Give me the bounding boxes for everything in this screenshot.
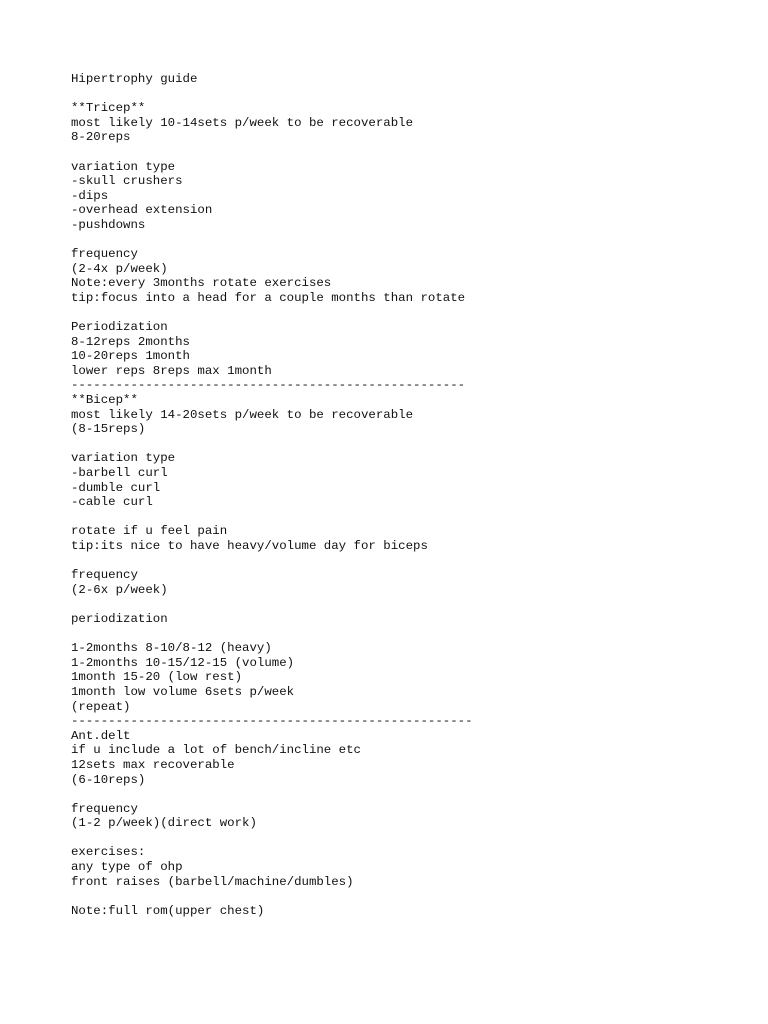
text-line: -barbell curl bbox=[71, 466, 168, 481]
text-line: variation type bbox=[71, 451, 176, 466]
text-line: 10-20reps 1month bbox=[71, 349, 190, 364]
text-line: 1month low volume 6sets p/week bbox=[71, 684, 295, 699]
text-line bbox=[71, 787, 731, 802]
text-line bbox=[71, 437, 731, 452]
text-line: 1-2months 8-10/8-12 (heavy) bbox=[71, 641, 272, 656]
text-line: 12sets max recoverable bbox=[71, 757, 235, 772]
text-line: -dumble curl bbox=[71, 480, 161, 495]
text-line: ------------------------------------------------------ bbox=[71, 714, 473, 729]
text-line: -cable curl bbox=[71, 495, 153, 510]
text-line: 8-20reps bbox=[71, 130, 131, 145]
text-line: any type of ohp bbox=[71, 860, 183, 875]
text-line: 8-12reps 2months bbox=[71, 334, 190, 349]
text-line: rotate if u feel pain bbox=[71, 524, 228, 539]
text-line bbox=[71, 597, 731, 612]
text-line bbox=[71, 145, 731, 160]
text-line: (repeat) bbox=[71, 699, 131, 714]
text-line: most likely 14-20sets p/week to be recoverable bbox=[71, 407, 414, 422]
text-line bbox=[71, 510, 731, 525]
text-line: (6-10reps) bbox=[71, 772, 146, 787]
text-line bbox=[71, 554, 731, 569]
text-line: most likely 10-14sets p/week to be recoverable bbox=[71, 115, 414, 130]
text-line: frequency bbox=[71, 801, 138, 816]
text-line bbox=[71, 831, 731, 846]
text-line: tip:focus into a head for a couple months than rotate bbox=[71, 290, 466, 305]
text-line: (8-15reps) bbox=[71, 422, 146, 437]
text-line bbox=[71, 87, 731, 102]
text-line bbox=[71, 233, 731, 248]
document-body bbox=[71, 72, 731, 918]
text-line: tip:its nice to have heavy/volume day for biceps bbox=[71, 539, 428, 553]
text-line: variation type bbox=[71, 159, 176, 174]
text-line bbox=[71, 627, 731, 642]
text-line: Periodization bbox=[71, 320, 168, 335]
text-line: if u include a lot of bench/incline etc bbox=[71, 743, 361, 758]
text-line: **Tricep** bbox=[71, 101, 146, 116]
text-line: -overhead extension bbox=[71, 203, 213, 218]
text-line bbox=[71, 889, 731, 904]
text-line: exercises: bbox=[71, 845, 146, 860]
text-line: Note:every 3months rotate exercises bbox=[71, 276, 332, 291]
text-line: Note:full rom(upper chest) bbox=[71, 903, 265, 918]
text-line: Hipertrophy guide bbox=[71, 72, 198, 86]
text-line: -skull crushers bbox=[71, 174, 183, 189]
text-line: frequency bbox=[71, 568, 138, 583]
text-line: lower reps 8reps max 1month bbox=[71, 363, 272, 378]
text-line: frequency bbox=[71, 247, 138, 262]
text-line: -dips bbox=[71, 188, 109, 203]
text-line: (2-4x p/week) bbox=[71, 261, 168, 276]
text-line: Ant.delt bbox=[71, 728, 131, 743]
text-line: (1-2 p/week)(direct work) bbox=[71, 816, 257, 831]
text-line: 1-2months 10-15/12-15 (volume) bbox=[71, 655, 295, 670]
text-line: **Bicep** bbox=[71, 393, 138, 408]
text-line: periodization bbox=[71, 611, 168, 626]
text-line: -pushdowns bbox=[71, 217, 146, 232]
text-line: front raises (barbell/machine/dumbles) bbox=[71, 874, 354, 889]
text-line bbox=[71, 306, 731, 321]
text-line: (2-6x p/week) bbox=[71, 582, 168, 597]
text-line: ----------------------------------------------------- bbox=[71, 378, 466, 393]
text-line: 1month 15-20 (low rest) bbox=[71, 670, 243, 685]
